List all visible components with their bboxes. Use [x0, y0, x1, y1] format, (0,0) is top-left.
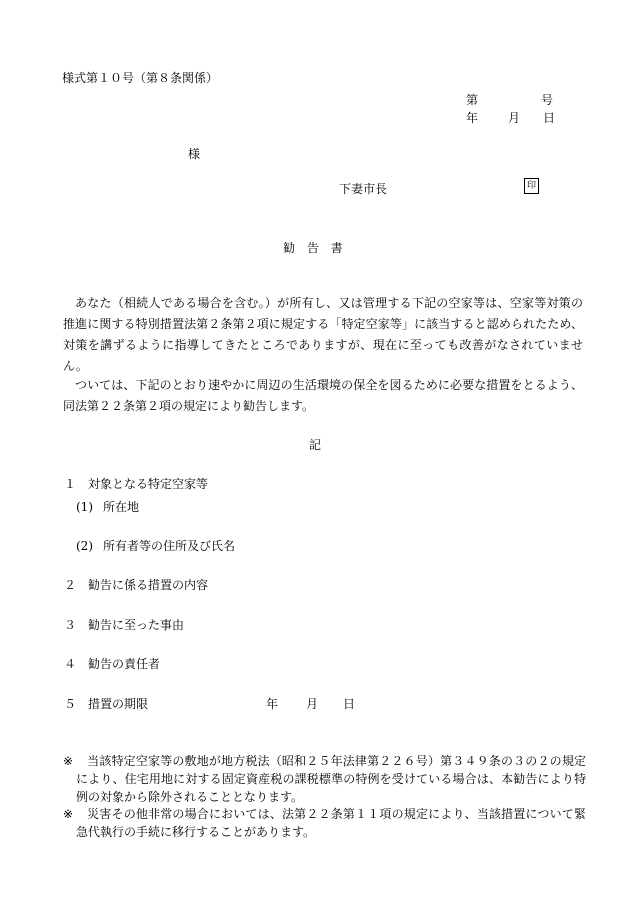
- body-paragraph-1: あなた（相続人である場合を含む。）が所有し、又は管理する下記の空家等は、空家等対策の推進に関する特別措置法第２条第２項に規定する「特定空家等」に該当すると認められたため、対策を講ずるように指導してきたところでありますが、現在に至っても改善がなされていません。: [63, 296, 583, 373]
- item-label: 対象となる特定空家等: [88, 477, 209, 491]
- item-number: ５: [64, 697, 77, 711]
- item-number: ２: [64, 578, 77, 592]
- subitem-1: [76, 499, 139, 515]
- item-label: 勧告に至った事由: [88, 618, 185, 632]
- subitem-2: [76, 538, 235, 554]
- subitem-number: (1): [76, 500, 93, 514]
- item-label: 勧告の責任者: [88, 657, 161, 671]
- subitem-number: (2): [76, 539, 93, 553]
- deadline-day: 日: [343, 697, 356, 711]
- item-5: [64, 696, 364, 712]
- note-mark: ※: [63, 807, 74, 821]
- item-1: [64, 476, 208, 492]
- note-text: 災害その他非常の場合においては、法第２２条第１１項の規定により、当該措置について緊急代執行の手続に移行することがあります。: [76, 807, 586, 839]
- ki-heading: 記: [308, 438, 321, 452]
- item-label: 措置の期限: [88, 697, 149, 711]
- subitem-label: 所有者等の住所及び氏名: [103, 539, 236, 553]
- addressee-honorific: 様: [188, 147, 201, 161]
- deadline-month: 月: [306, 697, 319, 711]
- item-number: １: [64, 477, 77, 491]
- item-number: ４: [64, 657, 77, 671]
- document-number: [466, 92, 554, 108]
- issue-date-year: 年: [466, 111, 479, 125]
- item-number: ３: [64, 618, 77, 632]
- subitem-label: 所在地: [103, 500, 140, 514]
- item-2: [64, 577, 208, 593]
- deadline-year: 年: [266, 697, 279, 711]
- note-text: 当該特定空家等の敷地が地方税法（昭和２５年法律第２２６号）第３４９条の３の２の規定により、住宅用地に対する固定資産税の課税標準の特例を受けている場合は、本勧告により特例の対象から除外されることとなります。: [76, 754, 586, 804]
- issuer-title: 下妻市長: [339, 182, 388, 196]
- note-2: [63, 805, 586, 841]
- issue-date-day: 日: [543, 111, 556, 125]
- seal-mark: 印: [524, 178, 539, 194]
- note-1: [63, 752, 586, 806]
- note-mark: ※: [63, 754, 74, 768]
- form-number: 様式第１０号（第８条関係）: [62, 71, 219, 85]
- item-label: 勧告に係る措置の内容: [88, 578, 209, 592]
- issue-date-month: 月: [508, 111, 521, 125]
- item-3: [64, 617, 184, 633]
- item-4: [64, 656, 160, 672]
- document-number-suffix: 号: [541, 93, 554, 107]
- document-number-prefix: 第: [466, 93, 479, 107]
- body-paragraph-2: ついては、下記のとおり速やかに周辺の生活環境の保全を図るために必要な措置をとるよう、同法第２２条第２項の規定により勧告します。: [63, 378, 583, 413]
- document-title: 勧 告 書: [283, 241, 347, 255]
